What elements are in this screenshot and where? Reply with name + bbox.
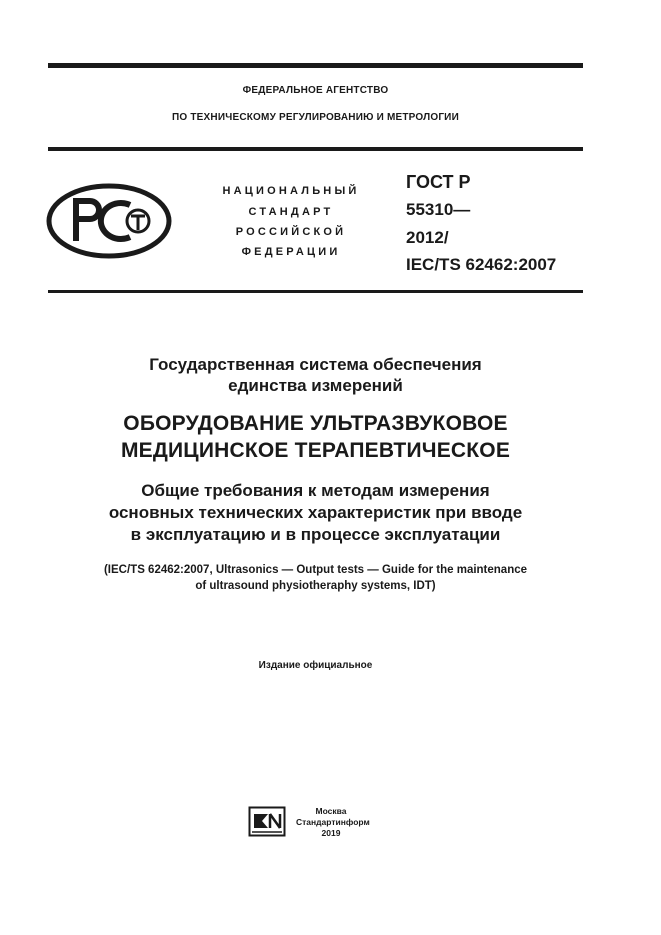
designation-line-4: IEC/TS 62462:2007 [406,255,557,274]
middle-rule [48,147,583,151]
national-standard-line-4: ФЕДЕРАЦИИ [241,246,341,258]
main-title [48,410,583,464]
publisher-block [296,806,370,839]
subtitle-line: в эксплуатацию и в процессе эксплуатации [130,525,501,544]
publisher-name: Стандартинформ [296,817,370,827]
publisher-city: Москва [315,806,347,816]
edition-label: Издание официальное [258,660,373,671]
reference-line: of ultrasound physiotheraphy systems, IDT) [195,580,436,592]
designation-line-3: 2012/ [406,228,449,247]
national-standard-line-3: РОССИЙСКОЙ [235,226,347,238]
agency-line-1: ФЕДЕРАЛЬНОЕ АГЕНТСТВО [242,85,389,96]
rst-emblem-icon [46,183,172,259]
top-rule [48,63,583,68]
bottom-rule [48,290,583,293]
main-title-line: МЕДИЦИНСКОЕ ТЕРАПЕВТИЧЕСКОЕ [120,439,511,462]
publisher-year: 2019 [321,828,341,838]
subtitle [48,480,583,546]
system-title-line: Государственная система обеспечения [149,355,482,374]
reference-line: (IEC/TS 62462:2007, Ultrasonics — Output tests — Guide for the maintenance [103,564,528,576]
standartinform-logo-icon [248,806,286,837]
designation-line-1: ГОСТ Р [406,172,471,192]
agency-line-2: ПО ТЕХНИЧЕСКОМУ РЕГУЛИРОВАНИЮ И МЕТРОЛОГИИ [172,112,459,123]
international-reference [48,562,583,594]
national-standard-line-1: НАЦИОНАЛЬНЫЙ [222,185,360,197]
subtitle-line: Общие требования к методам измерения [141,481,490,500]
system-title-line: единства измерений [228,376,403,395]
subtitle-line: основных технических характеристик при вводе [108,503,523,522]
system-title [48,354,583,396]
national-standard-line-2: СТАНДАРТ [248,206,334,218]
main-title-line: ОБОРУДОВАНИЕ УЛЬТРАЗВУКОВОЕ [123,412,508,435]
designation-line-2: 55310— [406,200,471,219]
